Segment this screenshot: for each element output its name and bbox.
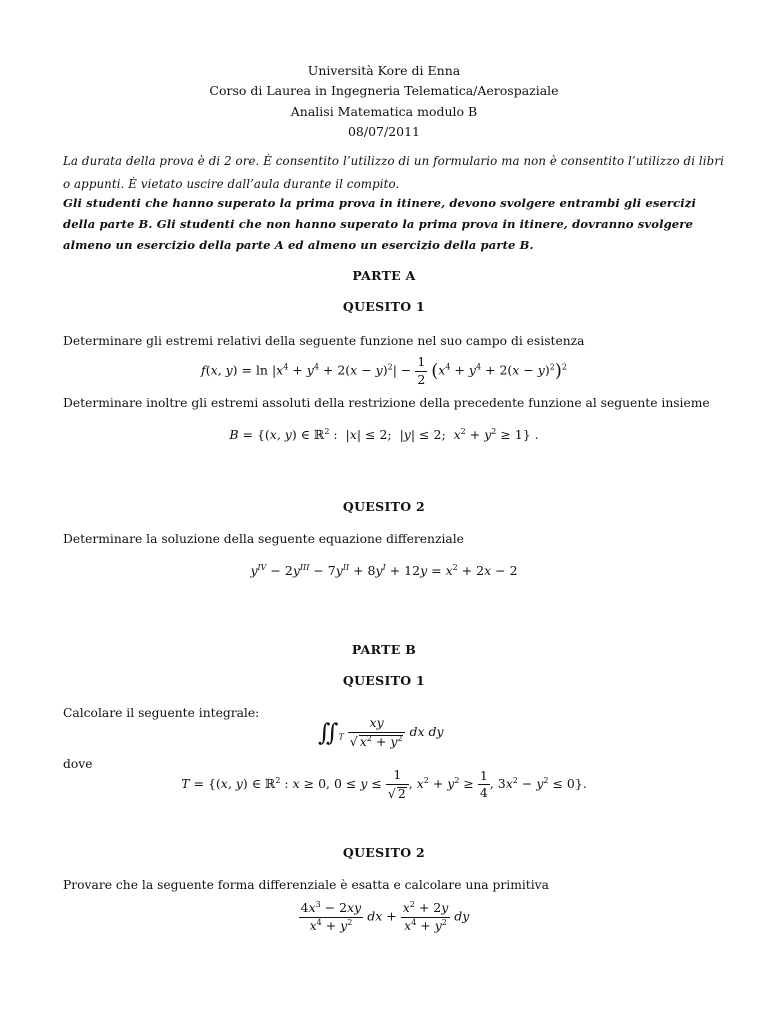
- parte-a-q2-text1: Determinare la soluzione della seguente equazione differenziale: [63, 532, 464, 546]
- double-integral: $∬_T$ $\frac{xy}{√ x^2 + y^2}$ dx dy: [318, 715, 444, 749]
- university-name: Università Kore di Enna: [307, 63, 461, 78]
- differential-form: $\frac{4x^3 - 2xy}{x^4 + y^2}$ dx + $\frac{x^2 + 2y}{x^4 + y^2}$ dy: [300, 899, 470, 933]
- course-name: Corso di Laurea in Ingegneria Telematica/Aerospaziale: [209, 83, 559, 98]
- parte-b-q1-title: QUESITO 1: [342, 673, 426, 688]
- subject-name: Analisi Matematica modulo B: [290, 104, 478, 119]
- instructions-bold-1: Gli studenti che hanno superato la prima prova in itinere, devono svolgere entrambi gli esercizi: [63, 196, 696, 210]
- exam-date: 08/07/2011: [347, 124, 421, 139]
- instructions-bold-3: almeno un esercizio della parte A ed almeno un esercizio della parte B.: [63, 238, 534, 252]
- parte-b-q2-text1: Provare che la seguente forma differenziale è esatta e calcolare una primitiva: [63, 878, 549, 892]
- parte-b-q1-text2: dove: [63, 757, 93, 771]
- parte-a-title: PARTE A: [352, 268, 416, 283]
- function-formula: f(x, $y) = \ln |x^4 + y^4 + 2(x - y)^2|$ − $\frac{1}{2}$ $(x^4 + y^4 + 2(x - y)^2)^2$: [201, 354, 567, 387]
- instructions-italic-1: La durata della prova è di 2 ore. È consentito l’utilizzo di un formulario ma non è consentito l’utilizzo di libri: [63, 154, 724, 168]
- differential-equation: $y^{IV} - 2y^{III} - 7y^{II} + 8y^I + 12y = x^2 + 2x - 2$: [250, 562, 518, 578]
- parte-a-q1-text1: Determinare gli estremi relativi della seguente funzione nel suo campo di esistenza: [63, 334, 585, 348]
- set-b-formula: B = {(x, y) ∈ ℝ$^2$ : |x| ≤ 2; |y| ≤ 2; $x^2 + y^2 \ge 1$} .: [229, 426, 539, 442]
- parte-a-q2-title: QUESITO 2: [342, 499, 426, 514]
- parte-a-q1-title: QUESITO 1: [342, 299, 426, 314]
- set-t-formula: T = {(x, y) ∈ ℝ$^2$ : x ≥ 0, 0 ≤ y ≤ $\frac{1}{√ 2}$ , $x^2 + y^2$ ≥ $\frac{1}{4}$ , $3x^2 - y^2 \le 0$}.: [181, 767, 587, 801]
- parte-b-title: PARTE B: [351, 642, 417, 657]
- instructions-bold-2: della parte B. Gli studenti che non hanno superato la prima prova in itinere, dovranno svolgere: [63, 217, 693, 231]
- parte-b-q1-text1: Calcolare il seguente integrale:: [63, 706, 260, 720]
- parte-b-q2-title: QUESITO 2: [342, 845, 426, 860]
- parte-a-q1-text2: Determinare inoltre gli estremi assoluti della restrizione della precedente funzione al seguente insieme: [63, 396, 710, 410]
- instructions-italic-2: o appunti. È vietato uscire dall’aula durante il compito.: [63, 177, 400, 191]
